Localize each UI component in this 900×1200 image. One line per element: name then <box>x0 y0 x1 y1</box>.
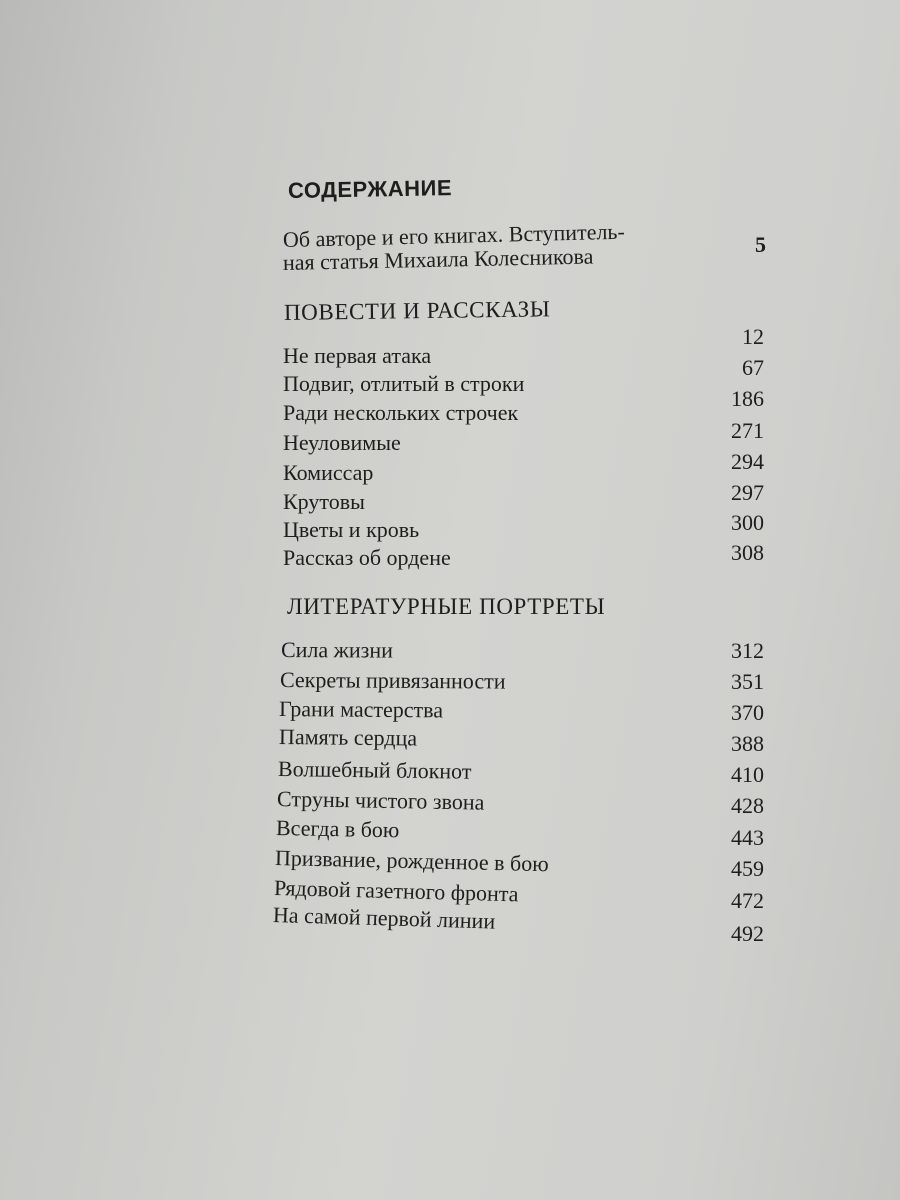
intro-page-number: 5 <box>755 232 766 257</box>
toc-entry: Сила жизни <box>280 637 393 663</box>
toc-entry: Волшебный блокнот <box>277 756 472 784</box>
toc-entry: Неуловимые <box>283 430 401 455</box>
toc-entry: Секреты привязанности <box>279 667 506 694</box>
toc-page-number: 297 <box>731 480 764 505</box>
toc-page-number: 308 <box>731 540 764 565</box>
toc-page-number: 410 <box>731 762 764 787</box>
section-title-portraits: ЛИТЕРАТУРНЫЕ ПОРТРЕТЫ <box>287 594 606 619</box>
toc-page-number: 351 <box>731 669 764 694</box>
toc-page-number: 472 <box>731 888 764 913</box>
toc-page-number: 459 <box>731 856 764 881</box>
toc-entry: Ради нескольких строчек <box>283 400 519 425</box>
toc-entry: На самой первой линии <box>272 902 496 934</box>
toc-page-number: 443 <box>731 825 764 850</box>
toc-entry: Крутовы <box>283 489 365 514</box>
toc-entry: Всегда в бою <box>275 815 400 843</box>
toc-page-number: 370 <box>731 700 764 725</box>
toc-page-number: 388 <box>731 731 764 756</box>
toc-entry: Призвание, рожденное в бою <box>274 845 549 877</box>
toc-entry: Рассказ об ордене <box>283 545 451 570</box>
intro-line-2: ная статья Михаила Колесникова <box>282 243 594 275</box>
toc-entry: Комиссар <box>283 460 374 485</box>
toc-entry: Грани мастерства <box>278 696 444 723</box>
section-title-stories: ПОВЕСТИ И РАССКАЗЫ <box>283 296 551 325</box>
toc-entry: Рядовой газетного фронта <box>273 875 519 907</box>
toc-entry: Память сердца <box>278 724 418 751</box>
toc-page-number: 300 <box>731 510 764 535</box>
toc-page-number: 492 <box>731 921 764 946</box>
toc-page-number: 428 <box>731 793 764 818</box>
toc-entry: Цветы и кровь <box>283 517 420 542</box>
toc-entry: Струны чистого звона <box>276 786 485 815</box>
toc-page-number: 312 <box>731 638 764 663</box>
toc-page-number: 12 <box>742 324 764 349</box>
toc-page-number: 67 <box>742 355 764 380</box>
toc-entry: Не первая атака <box>283 343 432 368</box>
toc-title: СОДЕРЖАНИЕ <box>287 175 453 203</box>
toc-page-number: 294 <box>731 449 764 474</box>
intro-line-1: Об авторе и его книгах. Вступитель- <box>282 218 626 252</box>
toc-page-number: 271 <box>731 418 764 443</box>
toc-entry: Подвиг, отлитый в строки <box>283 371 525 396</box>
toc-page-number: 186 <box>731 386 764 411</box>
